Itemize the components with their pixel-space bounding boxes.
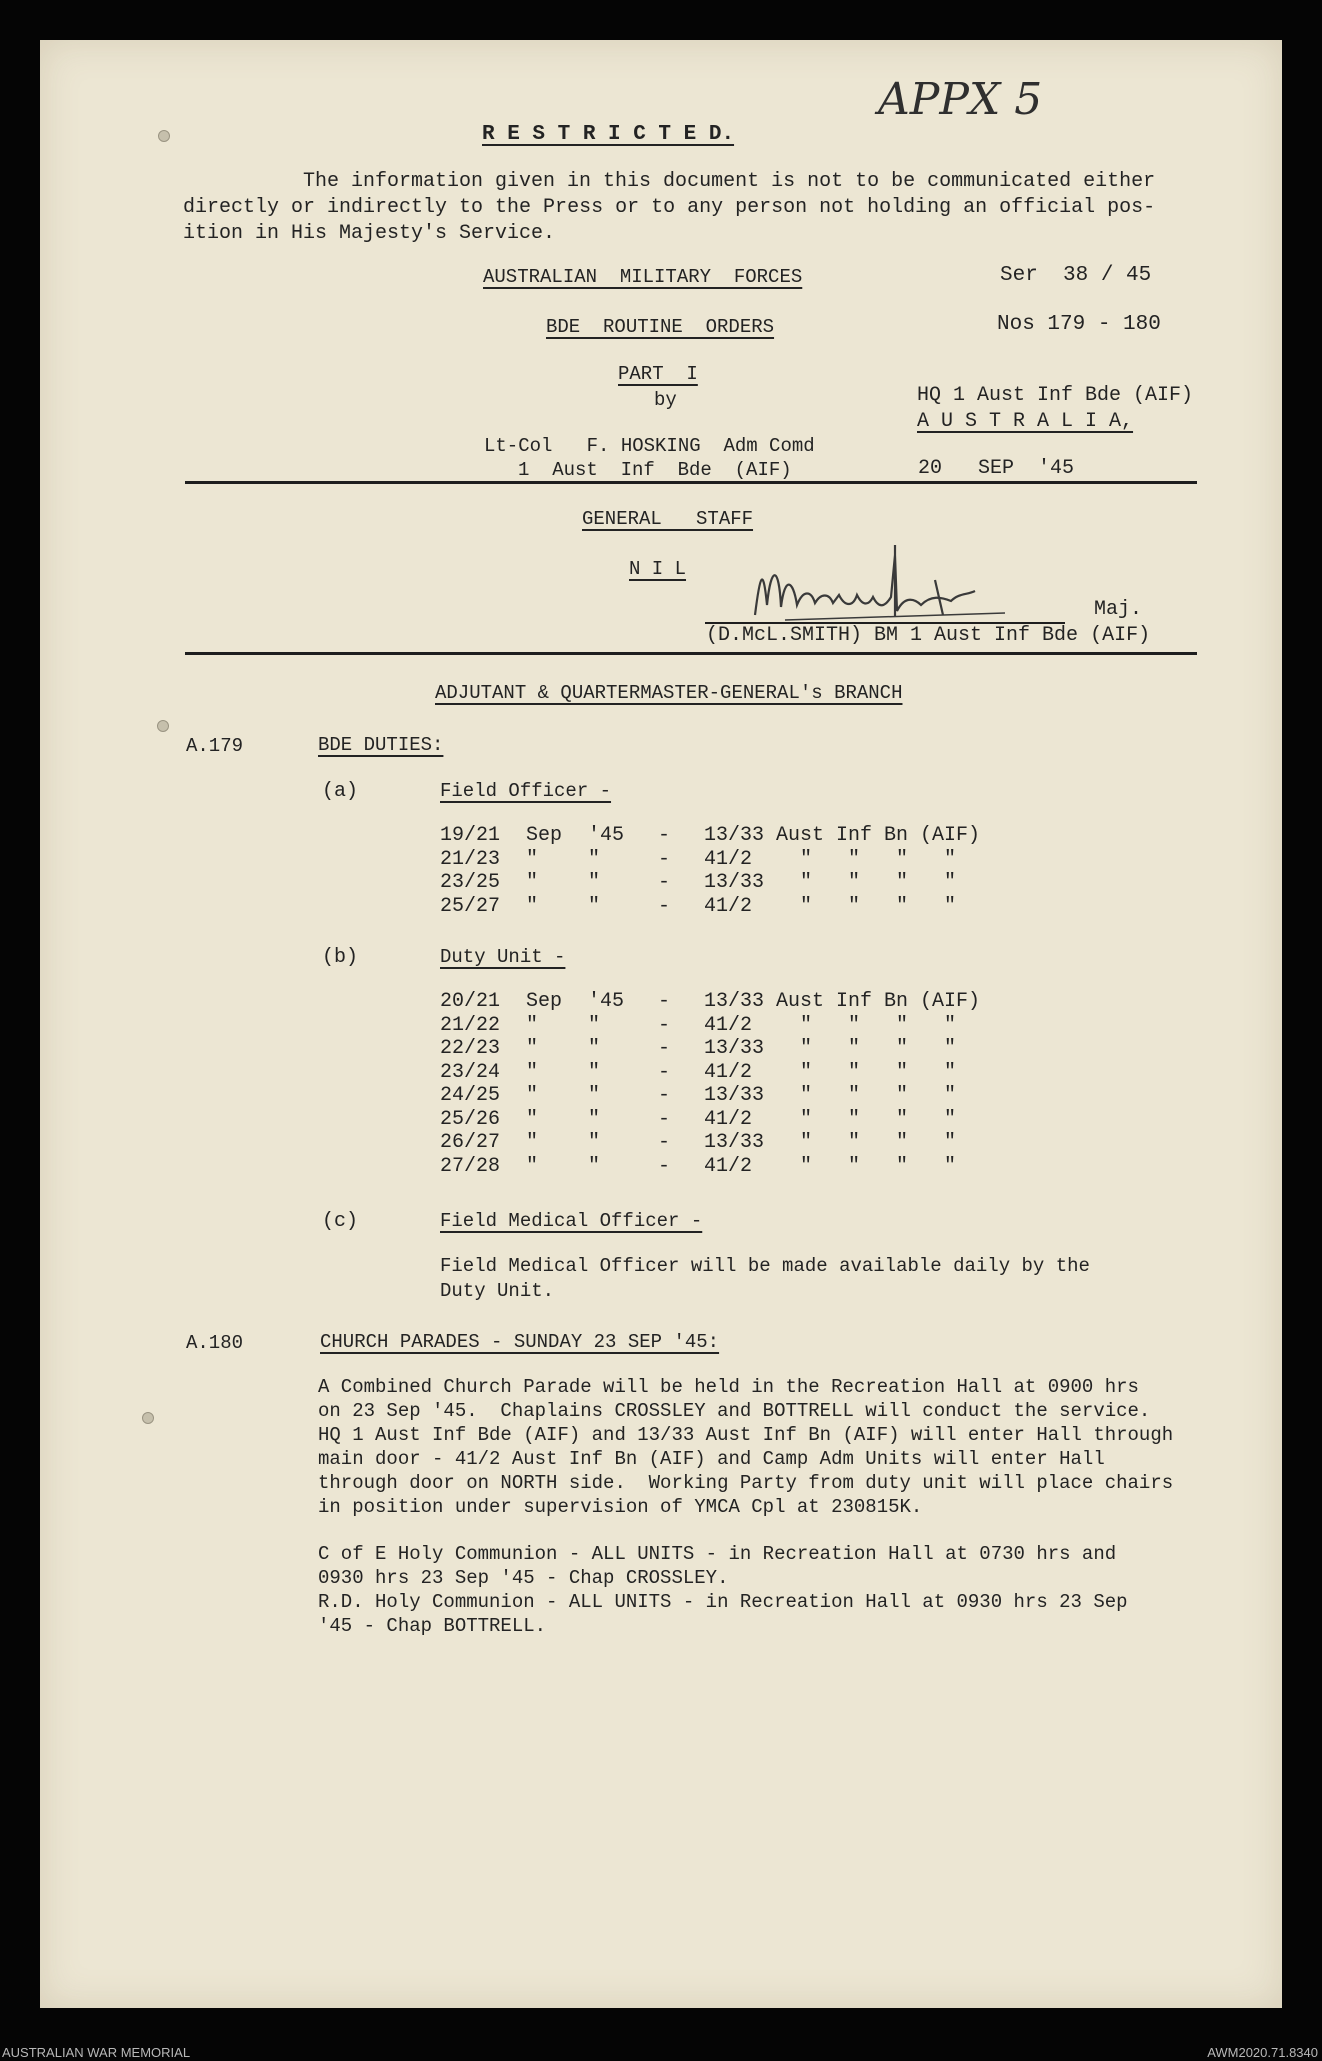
roster-cell: Sep xyxy=(526,990,563,1013)
general-staff-heading: GENERAL STAFF xyxy=(582,508,754,530)
roster-cell: 20/21 xyxy=(440,990,501,1013)
roster-cell: - xyxy=(658,871,671,894)
roster-cell: 21/23 xyxy=(440,847,501,871)
nil-label: N I L xyxy=(629,558,687,580)
paragraph-line: 0930 hrs 23 Sep '45 - Chap CROSSLEY. xyxy=(318,1567,729,1589)
roster-cell: 13/33 Aust Inf Bn (AIF) xyxy=(704,990,981,1013)
roster-cell: - xyxy=(658,1107,671,1131)
roster-cell: 25/26 xyxy=(440,1107,501,1131)
sub-item-label: (a) xyxy=(322,780,359,803)
paragraph-line: main door - 41/2 Aust Inf Bn (AIF) and Camp Adm Units will enter Hall xyxy=(318,1448,1105,1470)
roster-cell: " xyxy=(526,894,539,918)
medical-text: Field Medical Officer will be made available daily by the xyxy=(440,1255,1090,1277)
footer-source: AUSTRALIAN WAR MEMORIAL xyxy=(2,2045,191,2060)
roster-cell: " xyxy=(526,847,539,871)
paragraph-line: '45 - Chap BOTTRELL. xyxy=(318,1615,547,1637)
hq-label: HQ 1 Aust Inf Bde (AIF) xyxy=(917,384,1194,407)
paragraph-line: C of E Holy Communion - ALL UNITS - in Recreation Hall at 0730 hrs and xyxy=(318,1543,1117,1565)
roster-cell: - xyxy=(658,1037,671,1060)
signature-name: (D.McL.SMITH) BM 1 Aust Inf Bde (AIF) xyxy=(706,624,1151,647)
roster-cell: 26/27 xyxy=(440,1131,501,1154)
roster-cell: " xyxy=(526,1013,539,1037)
roster-cell: " xyxy=(526,1154,539,1178)
roster-cell: 41/2 " " " " xyxy=(704,1060,957,1084)
divider xyxy=(185,481,1197,484)
roster-cell: " xyxy=(588,1154,601,1178)
staple-hole xyxy=(142,1412,154,1424)
roster-cell: 19/21 xyxy=(440,824,501,847)
serial-number: Ser 38 / 45 xyxy=(1000,264,1152,287)
roster-cell: - xyxy=(658,847,671,871)
roster-cell: 23/25 xyxy=(440,871,501,894)
roster-cell: - xyxy=(658,1154,671,1178)
item-title: CHURCH PARADES - SUNDAY 23 SEP '45: xyxy=(320,1331,720,1353)
orders-heading: BDE ROUTINE ORDERS xyxy=(546,316,775,338)
roster-cell: 21/22 xyxy=(440,1013,501,1037)
roster-cell: " xyxy=(588,1060,601,1084)
roster-cell: " xyxy=(588,1131,601,1154)
country-label: A U S T R A L I A, xyxy=(917,410,1134,433)
footer-accession: AWM2020.71.8340 xyxy=(1207,2045,1318,2060)
roster-cell: 41/2 " " " " xyxy=(704,1154,957,1178)
sub-item-label: (b) xyxy=(322,946,359,969)
notice-line: The information given in this document is not to be communicated either xyxy=(303,170,1156,193)
order-numbers: Nos 179 - 180 xyxy=(997,313,1161,336)
roster-cell: 22/23 xyxy=(440,1037,501,1060)
roster-cell: 13/33 " " " " xyxy=(704,871,957,894)
roster-cell: - xyxy=(658,1013,671,1037)
part-heading: PART I xyxy=(618,363,698,385)
notice-line: ition in His Majesty's Service. xyxy=(183,222,556,245)
staple-hole xyxy=(158,130,170,142)
roster-cell: 13/33 Aust Inf Bn (AIF) xyxy=(704,824,981,847)
roster-cell: " xyxy=(526,1037,539,1060)
roster-cell: - xyxy=(658,824,671,847)
roster-cell: 41/2 " " " " xyxy=(704,1107,957,1131)
paragraph-line: in position under supervision of YMCA Cpl at 230815K. xyxy=(318,1496,923,1518)
paragraph-line: A Combined Church Parade will be held in the Recreation Hall at 0900 hrs xyxy=(318,1376,1139,1398)
roster-cell: " xyxy=(588,894,601,918)
divider xyxy=(185,652,1197,655)
paragraph-line: R.D. Holy Communion - ALL UNITS - in Recreation Hall at 0930 hrs 23 Sep xyxy=(318,1591,1128,1613)
restricted-heading: R E S T R I C T E D. xyxy=(482,123,735,146)
roster-cell: 23/24 xyxy=(440,1060,501,1084)
roster-cell: '45 xyxy=(588,824,625,847)
item-title: BDE DUTIES: xyxy=(318,734,444,756)
signature-line xyxy=(705,622,1065,624)
paragraph-line: on 23 Sep '45. Chaplains CROSSLEY and BOTTRELL will conduct the service. xyxy=(318,1400,1151,1422)
medical-text: Duty Unit. xyxy=(440,1280,555,1302)
roster-cell: " xyxy=(526,1084,539,1107)
roster-cell: " xyxy=(526,1060,539,1084)
roster-cell: " xyxy=(526,1107,539,1131)
roster-cell: " xyxy=(588,847,601,871)
roster-cell: 41/2 " " " " xyxy=(704,1013,957,1037)
paragraph-line: through door on NORTH side. Working Party from duty unit will place chairs xyxy=(318,1472,1174,1494)
commander-name: Lt-Col F. HOSKING Adm Comd xyxy=(484,435,815,457)
roster-cell: 13/33 " " " " xyxy=(704,1131,957,1154)
appendix-annotation: APPX 5 xyxy=(878,74,1043,125)
roster-cell: " xyxy=(588,1107,601,1131)
roster-cell: - xyxy=(658,894,671,918)
roster-cell: 13/33 " " " " xyxy=(704,1037,957,1060)
roster-cell: 25/27 xyxy=(440,894,501,918)
branch-heading: ADJUTANT & QUARTERMASTER-GENERAL's BRANCH xyxy=(435,682,903,704)
item-number: A.180 xyxy=(186,1332,244,1354)
roster-cell: - xyxy=(658,990,671,1013)
item-number: A.179 xyxy=(186,735,244,757)
roster-cell: 41/2 " " " " xyxy=(704,847,957,871)
roster-cell: 13/33 " " " " xyxy=(704,1084,957,1107)
sub-item-title: Field Officer - xyxy=(440,780,612,802)
forces-heading: AUSTRALIAN MILITARY FORCES xyxy=(483,266,803,288)
roster-cell: '45 xyxy=(588,990,625,1013)
roster-cell: 41/2 " " " " xyxy=(704,894,957,918)
roster-cell: - xyxy=(658,1131,671,1154)
staple-hole xyxy=(157,720,169,732)
signature-image xyxy=(745,535,1045,635)
paragraph-line: HQ 1 Aust Inf Bde (AIF) and 13/33 Aust Inf Bn (AIF) will enter Hall through xyxy=(318,1424,1174,1446)
roster-cell: " xyxy=(588,1013,601,1037)
roster-cell: " xyxy=(526,1131,539,1154)
order-date: 20 SEP '45 xyxy=(918,457,1075,480)
sub-item-label: (c) xyxy=(322,1210,359,1233)
roster-cell: " xyxy=(588,1037,601,1060)
by-label: by xyxy=(654,389,677,411)
roster-cell: Sep xyxy=(526,824,563,847)
sub-item-title: Duty Unit - xyxy=(440,946,566,968)
roster-cell: 24/25 xyxy=(440,1084,501,1107)
roster-cell: 27/28 xyxy=(440,1154,501,1178)
roster-cell: - xyxy=(658,1084,671,1107)
notice-line: directly or indirectly to the Press or to any person not holding an official pos- xyxy=(183,196,1156,219)
signature-rank: Maj. xyxy=(1094,598,1143,621)
commander-unit: 1 Aust Inf Bde (AIF) xyxy=(518,459,792,481)
roster-cell: " xyxy=(588,871,601,894)
sub-item-title: Field Medical Officer - xyxy=(440,1210,703,1232)
roster-cell: - xyxy=(658,1060,671,1084)
roster-cell: " xyxy=(588,1084,601,1107)
roster-cell: " xyxy=(526,871,539,894)
